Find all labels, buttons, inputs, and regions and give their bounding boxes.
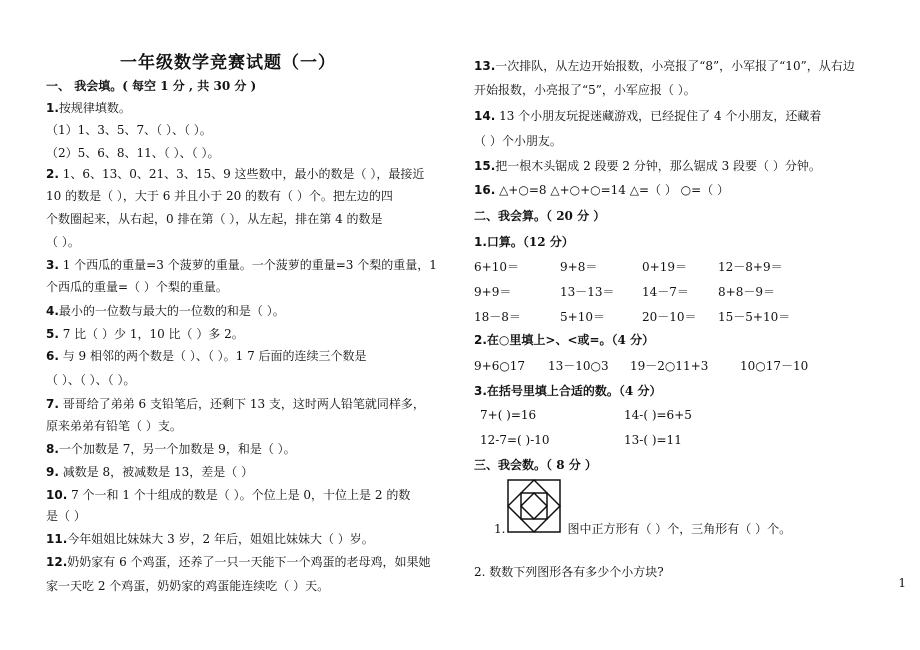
q3-1: 1. 图中正方形有（ ）个，三角形有（ ）个。 <box>494 522 792 536</box>
q3-2: 2. 数数下列图形各有多少个小方块? <box>474 565 664 579</box>
left-line <box>46 78 256 94</box>
page-number: 1 <box>898 576 906 590</box>
question-text: 是（ ） <box>46 509 86 523</box>
question-text: 7 个一和 1 个十组成的数是（ ）。个位上是 0，十位上是 2 的数 <box>67 488 411 502</box>
question-text: 最小的一位数与最大的一位数的和是（ ）。 <box>58 304 285 318</box>
question-text: 原来弟弟有铅笔（ ）支。 <box>46 419 182 433</box>
left-line <box>46 188 393 204</box>
oral-calc-item: 6+10＝ <box>474 260 519 274</box>
right-line <box>474 182 729 198</box>
question-number: 9. <box>46 465 59 479</box>
right-line <box>474 82 696 98</box>
bracket-item: 12-7=( )-10 <box>480 433 550 447</box>
question-text: 10 的数是（ ），大于 6 并且小于 20 的数有（ ）个。把左边的四 <box>46 189 393 203</box>
left-line <box>46 279 228 295</box>
left-line <box>46 303 285 319</box>
left-line <box>46 166 424 182</box>
question-text: 开始报数，小亮报了“5”，小军应报（ ）。 <box>474 83 696 97</box>
left-line <box>46 257 437 273</box>
page-title: 一年级数学竞赛试题（一） <box>120 53 336 73</box>
question-number: 1. <box>474 235 487 249</box>
question-text: 按规律填数。 <box>58 101 131 115</box>
question-number: 6. <box>46 349 59 363</box>
right-line <box>474 234 574 250</box>
left-line <box>46 418 182 434</box>
left-line <box>46 554 431 570</box>
question-text: 我会算。（ 20 分 ） <box>498 209 606 223</box>
question-number: 5. <box>46 327 59 341</box>
question-number: 4. <box>46 304 59 318</box>
question-text: 把一根木头锯成 2 段要 2 分钟，那么锯成 3 段要（ ）分钟。 <box>495 159 821 173</box>
right-line <box>474 133 562 149</box>
left-line <box>46 578 329 594</box>
left-line <box>46 348 367 364</box>
right-line <box>474 58 855 74</box>
question-text: （1）1、3、5、7、（ ）、（ ）。 <box>46 123 212 137</box>
question-number: 14. <box>474 109 496 123</box>
oral-calc-item: 12－8+9＝ <box>718 260 783 274</box>
left-line <box>46 531 374 547</box>
left-line <box>46 487 410 503</box>
right-line <box>474 208 605 224</box>
question-text: 13 个小朋友玩捉迷藏游戏，已经捉住了 4 个小朋友，还藏着 <box>495 109 822 123</box>
bracket-item: 14-( )=6+5 <box>624 408 692 422</box>
question-text: 与 9 相邻的两个数是（ ）、（ ）。1 7 后面的连续三个数是 <box>58 349 367 363</box>
left-line <box>46 326 244 342</box>
oral-calc-item: 8+8－9＝ <box>718 285 775 299</box>
left-line <box>46 508 86 524</box>
left-line <box>46 211 383 227</box>
question-number: 二、 <box>474 209 499 223</box>
bracket-item: 7+( )=16 <box>480 408 537 422</box>
oral-calc-item: 9+9＝ <box>474 285 512 299</box>
question-number: 2. <box>46 167 59 181</box>
question-text: 家一天吃 2 个鸡蛋，奶奶家的鸡蛋能连续吃（ ）天。 <box>46 579 330 593</box>
right-line <box>474 108 821 124</box>
question-text: 我会填。( 每空 1 分 , 共 30 分 ) <box>70 79 257 93</box>
question-text: 口算。（12 分） <box>486 235 574 249</box>
question-number: 15. <box>474 159 496 173</box>
question-number: 12. <box>46 555 68 569</box>
question-number: 10. <box>46 488 68 502</box>
left-line <box>46 464 253 480</box>
oral-calc-item: 14－7＝ <box>642 285 689 299</box>
question-number: 1. <box>46 101 59 115</box>
left-line <box>46 372 135 388</box>
question-number: 11. <box>46 532 68 546</box>
question-text: 减数是 8，被减数是 13，差是（ ） <box>58 465 254 479</box>
section3-heading: 三、我会数。（ 8 分 ） <box>474 458 597 472</box>
left-line <box>46 441 296 457</box>
left-line <box>46 396 425 412</box>
bracket-item: 13-( )=11 <box>624 433 682 447</box>
question-text: 1、6、13、0、21、3、15、9 这些数中，最小的数是（ ），最接近 <box>58 167 425 181</box>
question-number: 一、 <box>46 79 71 93</box>
question-number: 7. <box>46 397 59 411</box>
question-text: （ ）个小朋友。 <box>474 134 562 148</box>
question-number: 3. <box>46 258 59 272</box>
question-text: 今年姐姐比妹妹大 3 岁，2 年后，姐姐比妹妹大（ ）岁。 <box>67 532 374 546</box>
question-number: 8. <box>46 442 59 456</box>
compare-item: 19－2○11+3 <box>630 359 709 373</box>
oral-calc-item: 9+8＝ <box>560 260 598 274</box>
compare-item: 9+6○17 <box>474 359 526 373</box>
question-text: 个数圈起来，从右起，0 排在第（ ），从左起，排在第 4 的数是 <box>46 212 383 226</box>
question-text: 个西瓜的重量=（ ）个梨的重量。 <box>46 280 228 294</box>
bracket-heading: 3.在括号里填上合适的数。（4 分） <box>474 384 662 398</box>
question-text: 奶奶家有 6 个鸡蛋，还养了一只一天能下一个鸡蛋的老母鸡，如果她 <box>67 555 431 569</box>
oral-calc-item: 15－5+10＝ <box>718 310 791 324</box>
left-line <box>46 122 212 138</box>
compare-heading: 2.在○里填上>、<或=。（4 分） <box>474 333 655 347</box>
question-text: 一个加数是 7，另一个加数是 9，和是（ ）。 <box>58 442 296 456</box>
left-line <box>46 145 219 161</box>
question-text: 7 比（ ）少 1，10 比（ ）多 2。 <box>58 327 244 341</box>
question-text: 1 个西瓜的重量=3 个菠萝的重量。一个菠萝的重量=3 个梨的重量，1 <box>58 258 437 272</box>
question-text: 哥哥给了弟弟 6 支铅笔后，还剩下 13 支，这时两人铅笔就同样多， <box>58 397 425 411</box>
left-line <box>46 100 131 116</box>
oral-calc-item: 5+10＝ <box>560 310 605 324</box>
question-text: （ ）、（ ）、（ ）。 <box>46 373 136 387</box>
question-number: 16. <box>474 183 496 197</box>
oral-calc-item: 13－13＝ <box>560 285 615 299</box>
question-text: （ ）。 <box>46 235 80 249</box>
question-text: △+○=8 △+○+○=14 △=（ ） ○=（ ） <box>495 183 730 197</box>
right-line <box>474 158 821 174</box>
question-text: 一次排队，从左边开始报数，小亮报了“8”，小军报了“10”，从右边 <box>495 59 855 73</box>
compare-item: 10○17－10 <box>740 359 809 373</box>
question-text: （2）5、6、8、11、（ ）、（ ）。 <box>46 146 220 160</box>
oral-calc-item: 0+19＝ <box>642 260 687 274</box>
left-line <box>46 234 80 250</box>
oral-calc-item: 18－8＝ <box>474 310 521 324</box>
compare-item: 13－10○3 <box>548 359 609 373</box>
question-number: 13. <box>474 59 496 73</box>
oral-calc-item: 20－10＝ <box>642 310 697 324</box>
